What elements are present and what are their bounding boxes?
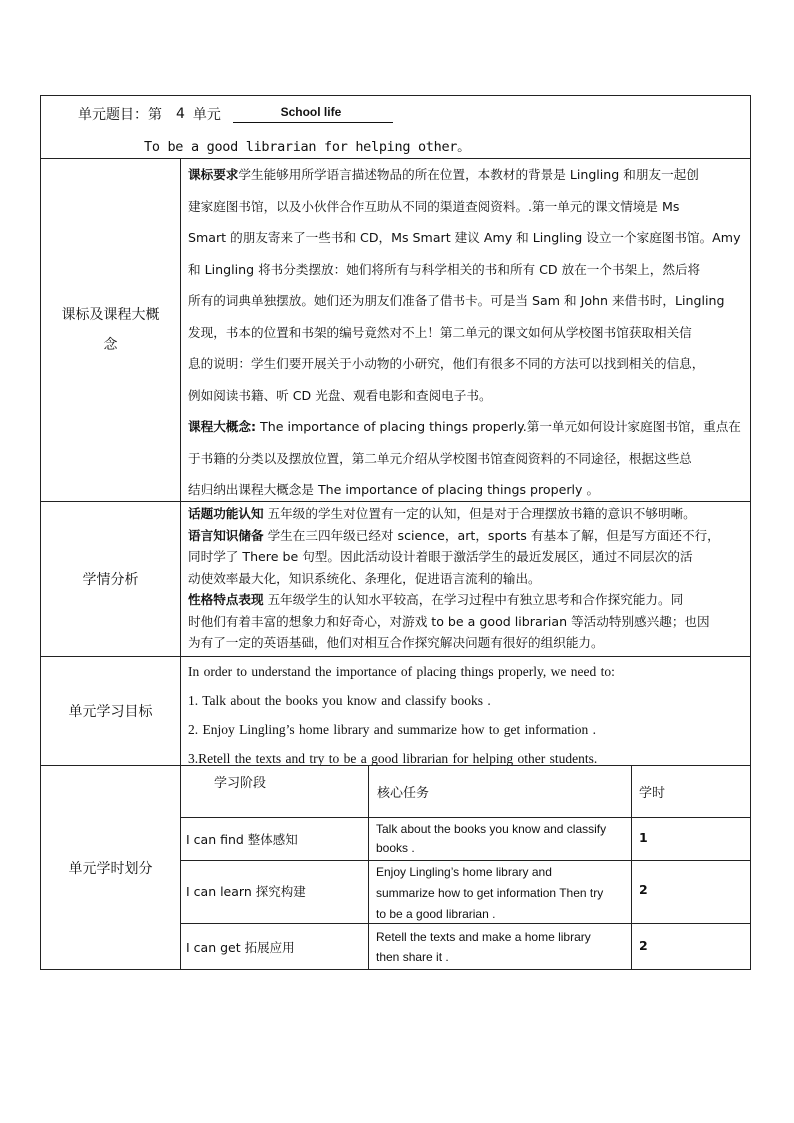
char-line-2: 时他们有着丰富的想象力和好奇心，对游戏 to be a good librarian 等活动特别感兴趣；也因: [188, 613, 710, 629]
curriculum-line-8: 例如阅读书籍、听 CD 光盘、观看电影和查阅电子书。: [188, 387, 492, 403]
concept-line-2: 于书籍的分类以及摆放位置，第二单元介绍从学校图书馆查阅资料的不同途径，根据这些总: [188, 450, 692, 466]
unit-number: 4: [176, 106, 185, 122]
unit-title: School life: [233, 105, 393, 123]
hours-cell: 2: [639, 938, 648, 953]
char-line-1: 性格特点表现 五年级学生的认知水平较高，在学习过程中有独立思考和合作探究能力。同: [188, 592, 684, 607]
topic-line: 话题功能认知 五年级的学生对位置有一定的认知，但是对于合理摆放书籍的意识不够明晰。: [188, 506, 696, 521]
goals-label: 单元学习目标: [68, 704, 153, 720]
unit-word: 单元: [192, 107, 221, 123]
unit-title-prefix: 单元题目：第: [78, 107, 162, 123]
char-label: 性格特点表现: [188, 592, 264, 607]
analysis-content: [188, 503, 748, 654]
curriculum-line-4: 和 Lingling 将书分类摆放：她们将所有与科学相关的书和所有 CD 放在一个书架上，然后将: [188, 261, 701, 277]
schedule-label: 单元学时划分: [68, 860, 153, 877]
analysis-label: 学情分析: [82, 572, 139, 588]
curriculum-line-3: Smart 的朋友寄来了一些书和 CD，Ms Smart 建议 Amy 和 Lingling 设立一个家庭图书馆。Amy: [188, 230, 741, 245]
unit-subtitle: To be a good librarian for helping other。: [144, 139, 471, 155]
goal-item-1: 1. Talk about the books you know and classify books .: [188, 693, 491, 708]
lang-line-3: 动使效率最大化，知识系统化、条理化，促进语言流利的输出。: [188, 570, 541, 586]
stage-cell: I can find 整体感知: [186, 832, 298, 847]
curriculum-line-6: 发现，书本的位置和书架的编号竟然对不上！第二单元的课文如何从学校图书馆获取相关信: [188, 324, 692, 340]
hours-cell: 2: [639, 882, 648, 897]
stage-cell: I can get 拓展应用: [186, 940, 295, 955]
curriculum-line-7: 息的说明：学生们要开展关于小动物的小研究，他们有很多不同的方法可以找到相关的信息，: [188, 356, 705, 371]
header-task: 核心任务: [377, 786, 430, 801]
topic-label: 话题功能认知: [188, 506, 264, 521]
stage-cell: I can learn 探究构建: [186, 884, 306, 899]
task-cell: Talk about the books you know and classify books .: [376, 822, 607, 855]
lang-label: 语言知识储备: [188, 527, 264, 543]
goal-item-2: 2. Enjoy Lingling’s home library and summarize how to get information .: [188, 722, 597, 737]
lang-line-2: 同时学了 There be 句型。因此活动设计着眼于激活学生的最近发展区，通过不同层次的活: [188, 549, 693, 564]
concept-label: 课程大概念:: [188, 419, 257, 434]
curriculum-line-2: 建家庭图书馆，以及小伙伴合作互助从不同的渠道查阅资料。.第一单元的课文情境是 Ms: [188, 198, 680, 214]
concept-line-3: 结归纳出课程大概念是 The importance of placing things properly 。: [188, 482, 600, 497]
curriculum-label: 课标及课程大概 念: [61, 307, 160, 353]
task-cell: Enjoy Lingling’s home library and summarize how to get information Then try to be a good librarian .: [376, 865, 604, 921]
char-line-3: 为有了一定的英语基础，他们对相互合作探究解决问题有很好的组织能力。: [188, 635, 604, 650]
curriculum-content: [188, 159, 748, 506]
task-cell: Retell the texts and make a home library then share it .: [376, 930, 591, 964]
header-hours: 学时: [639, 786, 666, 801]
goals-intro: In order to understand the importance of placing things properly, we need to:: [188, 664, 615, 679]
header-stage: 学习阶段: [214, 776, 267, 791]
hours-cell: 1: [639, 830, 648, 845]
curriculum-line-5: 所有的词典单独摆放。她们还为朋友们准备了借书卡。可是当 Sam 和 John 来借书时，Lingling: [188, 293, 725, 308]
goal-item-3: 3.Retell the texts and try to be a good librarian for helping other students.: [188, 751, 598, 766]
lang-line-1: 语言知识储备 学生在三四年级已经对 science，art，sports 有基本了解，但是写方面还不行，: [188, 527, 720, 543]
requirement-label: 课标要求: [188, 167, 239, 182]
concept-line-1: 课程大概念: The importance of placing things properly.第一单元如何设计家庭图书馆，重点在: [188, 419, 741, 434]
goals-content: [188, 657, 748, 773]
curriculum-line-1: 课标要求学生能够用所学语言描述物品的所在位置，本教材的背景是 Lingling 和朋友一起创: [188, 167, 699, 182]
unit-title-row: [78, 103, 393, 125]
